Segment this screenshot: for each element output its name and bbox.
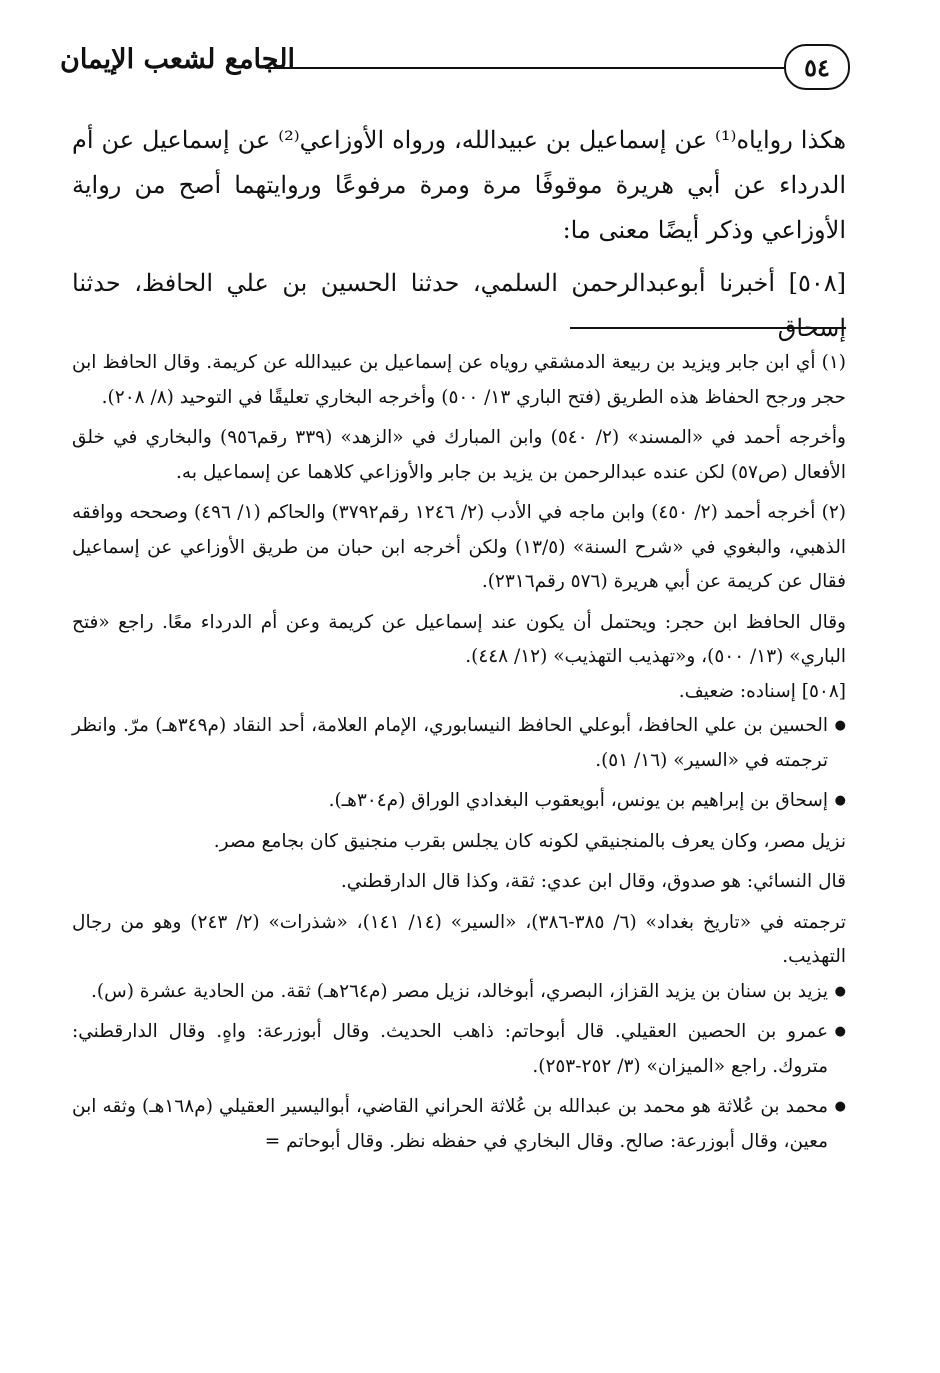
- book-title: الجامع لشعب الإيمان: [60, 44, 295, 75]
- narrator-note: قال النسائي: هو صدوق، وقال ابن عدي: ثقة، وكذا قال الدارقطني.: [340, 871, 846, 892]
- narrator-note: نزيل مصر، وكان يعرف بالمنجنيقي لكونه كان يجلس بقرب منجنيق كان بجامع مصر.: [213, 830, 846, 852]
- footnotes: [72, 346, 846, 1159]
- footnote-2-continued: وقال الحافظ ابن حجر: ويحتمل أن يكون عند إسماعيل عن كريمة وعن أم الدرداء معًا. راجع «فتح الباري» (١٣/ ٥٠٠)، و«تهذيب التهذيب» (١٢/ ٤٤٨).: [72, 611, 846, 667]
- main-paragraph: هكذا رواياه⁽¹⁾ عن إسماعيل بن عبيدالله، ورواه الأوزاعي⁽²⁾ عن إسماعيل عن أم الدرداء عن أبي هريرة موقوفًا مرة ومرة مرفوعًا وروايتهما أصح من رواية الأوزاعي وذكر أيضًا معنى ما:: [72, 126, 846, 244]
- footnote-divider: [570, 327, 846, 329]
- footnote-1-continued: وأخرجه أحمد في «المسند» (٢/ ٥٤٠) وابن المبارك في «الزهد» (٣٣٩ رقم٩٥٦) والبخاري في خلق الأفعال (ص٥٧) لكن عنده عبدالرحمن بن يزيد بن جابر والأوزاعي كلاهما عن إسماعيل به.: [72, 427, 846, 483]
- page-number-badge: ٥٤: [784, 44, 850, 90]
- narrator-entry: ● يزيد بن سنان بن يزيد القزاز، البصري، أبوخالد، نزيل مصر (م٢٦٤هـ) ثقة. من الحادية عشرة (س).: [72, 975, 846, 1010]
- running-header: [60, 38, 850, 98]
- narrator-entry: ● محمد بن عُلاثة هو محمد بن عبدالله بن عُلاثة الحراني القاضي، أبواليسير العقيلي (م١٦٨هـ) وثقه ابن معين، وقال أبوزرعة: صالح. وقال البخاري في حفظه نظر. وقال أبوحاتم =: [72, 1090, 846, 1159]
- footnote-1: (١) أي ابن جابر ويزيد بن ربيعة الدمشقي روياه عن إسماعيل بن عبيدالله عن كريمة. وقال الحافظ ابن حجر ورجح الحفاظ هذه الطريق (فتح الباري ١٣/ ٥٠٠) وأخرجه البخاري تعليقًا في التوحيد (٨/ ٢٠٨).: [72, 352, 846, 408]
- hadith-chain-paragraph: [٥٠٨] أخبرنا أبوعبدالرحمن السلمي، حدثنا الحسين بن علي الحافظ، حدثنا إسحاق: [72, 269, 846, 342]
- narrator-note: ترجمته في «تاريخ بغداد» (٦/ ٣٨٥-٣٨٦)، «السير» (١٤/ ١٤١)، «شذرات» (٢/ ٢٤٣) وهو من رجال التهذيب.: [72, 911, 847, 967]
- narrator-entry: ● الحسين بن علي الحافظ، أبوعلي الحافظ النيسابوري، الإمام العلامة، أحد النقاد (م٣٤٩هـ) مرّ. وانظر ترجمته في «السير» (١٦/ ٥١).: [72, 709, 846, 778]
- footnote-2: (٢) أخرجه أحمد (٢/ ٤٥٠) وابن ماجه في الأدب (٢/ ١٢٤٦ رقم٣٧٩٢) والحاكم (١/ ٤٩٦) وصححه ووافقه الذهبي، والبغوي في «شرح السنة» (١٣/٥) ولكن أخرجه ابن حبان من طريق الأوزاعي عن إسماعيل فقال عن كريمة عن أبي هريرة (٥٧٦ رقم٢٣١٦).: [72, 502, 846, 592]
- header-rule: [265, 67, 784, 69]
- isnad-grade: [٥٠٨] إسناده: ضعيف.: [678, 680, 846, 702]
- main-text: [72, 118, 846, 351]
- narrator-entry: ● إسحاق بن إبراهيم بن يونس، أبويعقوب البغدادي الوراق (م٣٠٤هـ).: [72, 784, 846, 819]
- narrator-entry: ● عمرو بن الحصين العقيلي. قال أبوحاتم: ذاهب الحديث. وقال أبوزرعة: واهٍ. وقال الدارقطني: متروك. راجع «الميزان» (٣/ ٢٥٢-٢٥٣).: [72, 1015, 846, 1084]
